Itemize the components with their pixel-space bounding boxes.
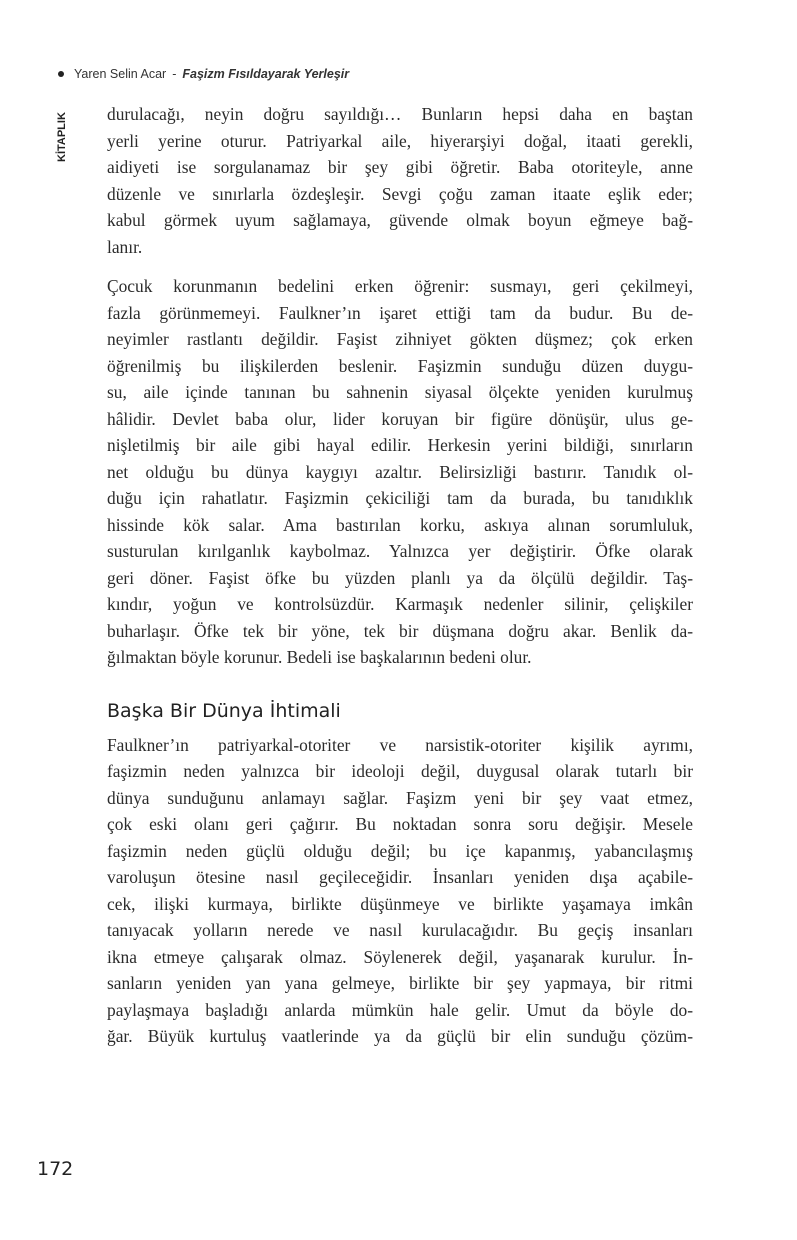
text-line: çok eski olanı geri çağırır. Bu noktadan sonra soru değişir. Mesele xyxy=(107,814,693,834)
text-line: fazla görünmemeyi. Faulkner’ın işaret ettiği tam da budur. Bu de- xyxy=(107,302,693,323)
text-line: su, aile içinde tanınan bu sahnenin siyasal ölçekte yeniden kurulmuş xyxy=(107,382,693,402)
text-line: net olduğu bu dünya kaygıyı azaltır. Belirsizliği bastırır. Tanıdık ol- xyxy=(107,461,693,482)
paragraph-2 xyxy=(107,273,693,671)
text-line: faşizmin neden yalnızca bir ideoloji değil, duygusal olarak tutarlı bir xyxy=(107,761,693,781)
text-line: cek, ilişki kurmaya, birlikte düşünmeye ve birlikte yaşamaya imkân xyxy=(107,893,693,914)
sidebar-label: KİTAPLIK xyxy=(56,112,68,162)
text-line: lanır. xyxy=(107,236,143,257)
running-head-title: Faşizm Fısıldayarak Yerleşir xyxy=(182,67,350,81)
running-head xyxy=(58,67,349,81)
text-line: Çocuk korunmanın bedelini erken öğrenir: susmayı, geri çekilmeyi, xyxy=(107,276,693,296)
text-line: susturulan kırılganlık kaybolmaz. Yalnızca yer değiştirir. Öfke olarak xyxy=(107,541,693,561)
text-line: ğılmaktan böyle korunur. Bedeli ise başkalarının bedeni olur. xyxy=(107,647,532,667)
text-line: sanların yeniden yan yana gelmeye, birlikte bir şey yapmaya, bir ritmi xyxy=(107,973,693,993)
text-line: aidiyeti ise sorgulanamaz bir şey gibi öğretir. Baba otoriteyle, anne xyxy=(107,157,693,177)
text-line: durulacağı, neyin doğru sayıldığı… Bunların hepsi daha en baştan xyxy=(107,104,693,124)
text-line: neyimler rastlantı değildir. Faşist zihniyet gökten düşmez; çok erken xyxy=(107,329,693,349)
text-line: varoluşun ötesine nasıl geçileceğidir. İnsanları yeniden dışa açabile- xyxy=(107,867,693,887)
text-line: Faulkner’ın patriyarkal-otoriter ve narsistik-otoriter kişilik ayrımı, xyxy=(107,734,693,755)
text-line: yerli yerine oturur. Patriyarkal aile, hiyerarşiyi doğal, itaati gerekli, xyxy=(107,130,693,151)
text-line: duğu için rahatlatır. Faşizmin çekiciliği tam da burada, bu tanıdıklık xyxy=(107,488,693,508)
text-line: düzenle ve sınırlarla özdeşleşir. Sevgi çoğu zaman itaate eşlik eder; xyxy=(107,183,693,204)
text-line: dünya sunduğunu anlamayı sağlar. Faşizm yeni bir şey vaat etmez, xyxy=(107,787,693,808)
text-line: hâlidir. Devlet baba olur, lider koruyan bir figüre dönüşür, ulus ge- xyxy=(107,408,693,429)
body-text xyxy=(107,101,693,1050)
text-line: ikna etmeye çalışarak olmaz. Söylenerek değil, yaşanarak kurulur. İn- xyxy=(107,946,693,967)
text-line: hissinde kök salar. Ama bastırılan korku, askıya alınan sorumluluk, xyxy=(107,514,693,535)
text-line: tanıyacak yolların nerede ve nasıl kurulacağıdır. Bu geçiş insanları xyxy=(107,920,693,940)
bullet-icon xyxy=(58,71,64,77)
paragraph-1 xyxy=(107,101,693,260)
text-line: faşizmin neden güçlü olduğu değil; bu içe kapanmış, yabancılaşmış xyxy=(107,840,693,861)
text-line: öğrenilmiş bu ilişkilerden beslenir. Faşizmin sunduğu düzen duygu- xyxy=(107,355,693,376)
section-paragraph xyxy=(107,732,693,1050)
text-line: kındır, yoğun ve kontrolsüzdür. Karmaşık nedenler silinir, çelişkiler xyxy=(107,594,693,614)
text-line: nişletilmiş bir aile gibi hayal edilir. Herkesin yerini bildiği, sınırların xyxy=(107,435,693,455)
text-line: ğar. Büyük kurtuluş vaatlerinde ya da güçlü bir elin sunduğu çözüm- xyxy=(107,1026,693,1046)
text-line: kabul görmek uyum sağlamaya, güvende olmak boyun eğmeye bağ- xyxy=(107,210,693,230)
running-head-author: Yaren Selin Acar xyxy=(74,67,167,81)
section-heading: Başka Bir Dünya İhtimali xyxy=(107,699,341,722)
running-head-separator: - xyxy=(172,67,177,81)
text-line: paylaşmaya başladığı anlarda mümkün hale gelir. Umut da böyle do- xyxy=(107,999,693,1020)
text-line: buharlaşır. Öfke tek bir yöne, tek bir düşmana doğru akar. Benlik da- xyxy=(107,620,693,641)
page-number: 172 xyxy=(37,1158,74,1180)
text-line: geri döner. Faşist öfke bu yüzden planlı ya da ölçülü değildir. Taş- xyxy=(107,567,693,588)
